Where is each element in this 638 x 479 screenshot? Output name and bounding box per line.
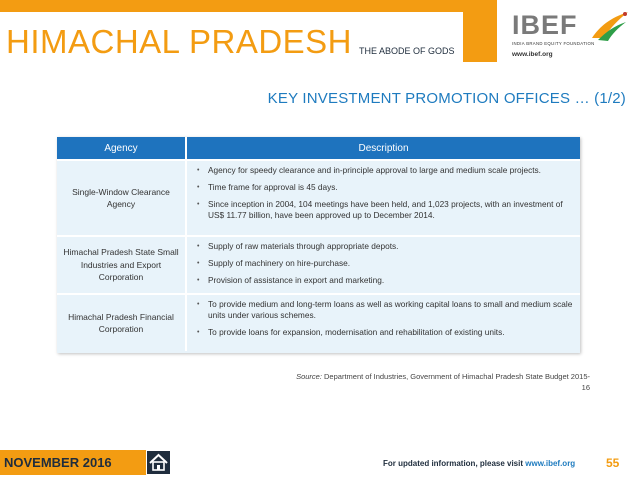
- header-description: Description: [358, 142, 409, 154]
- footer-note: [383, 459, 575, 468]
- investment-offices-table: [57, 137, 580, 353]
- footer-month: NOVEMBER 2016: [4, 455, 112, 470]
- description-bullet: • To provide medium and long-term loans as well as working capital loans to small and medium scale units under various schemes.: [197, 299, 574, 321]
- logo-url: www.ibef.org: [512, 51, 553, 58]
- description-cell: [187, 161, 580, 235]
- table-row: [57, 235, 580, 293]
- source-note: [290, 371, 590, 393]
- description-cell: [187, 295, 580, 351]
- description-bullet: • Supply of raw materials through appropriate depots.: [197, 241, 574, 252]
- description-bullet: • Since inception in 2004, 104 meetings have been held, and 1,023 projects, with an investment of US$ 11.77 billion, have been approved up to December 2014.: [197, 199, 574, 221]
- table-row: [57, 293, 580, 351]
- ibef-logo[interactable]: [508, 8, 633, 66]
- bird-icon: [588, 8, 632, 44]
- source-text: Department of Industries, Government of Himachal Pradesh State Budget 2015-16: [324, 372, 590, 392]
- page-tagline: THE ABODE OF GODS: [359, 46, 455, 56]
- description-cell: [187, 237, 580, 293]
- agency-cell: Himachal Pradesh Financial Corporation: [57, 295, 187, 351]
- description-bullet: • Provision of assistance in export and marketing.: [197, 275, 574, 286]
- table-row: [57, 159, 580, 235]
- page-title: HIMACHAL PRADESH: [6, 23, 353, 60]
- description-bullet: • Supply of machinery on hire-purchase.: [197, 258, 574, 269]
- footer-url-link[interactable]: www.ibef.org: [525, 459, 576, 468]
- agency-cell: Himachal Pradesh State Small Industries and Export Corporation: [57, 237, 187, 293]
- description-bullet: • To provide loans for expansion, modernisation and rehabilitation of existing units.: [197, 327, 574, 338]
- header-agency: Agency: [57, 137, 187, 159]
- description-bullet: • Time frame for approval is 45 days.: [197, 182, 574, 193]
- slide-subtitle: KEY INVESTMENT PROMOTION OFFICES … (1/2): [267, 90, 626, 107]
- page-number: 55: [606, 456, 620, 470]
- logo-wordmark: IBEF: [512, 10, 578, 40]
- description-bullet: • Agency for speedy clearance and in-principle approval to large and medium scale projects.: [197, 165, 574, 176]
- home-icon: [147, 451, 170, 474]
- header-title-box: [0, 12, 463, 62]
- source-label: Source:: [296, 372, 322, 381]
- table-header-row: [57, 137, 580, 159]
- footer-note-text: For updated information, please visit: [383, 459, 524, 468]
- logo-subtext: INDIA BRAND EQUITY FOUNDATION: [512, 41, 595, 46]
- agency-cell: Single-Window Clearance Agency: [57, 161, 187, 235]
- home-button[interactable]: [146, 450, 171, 475]
